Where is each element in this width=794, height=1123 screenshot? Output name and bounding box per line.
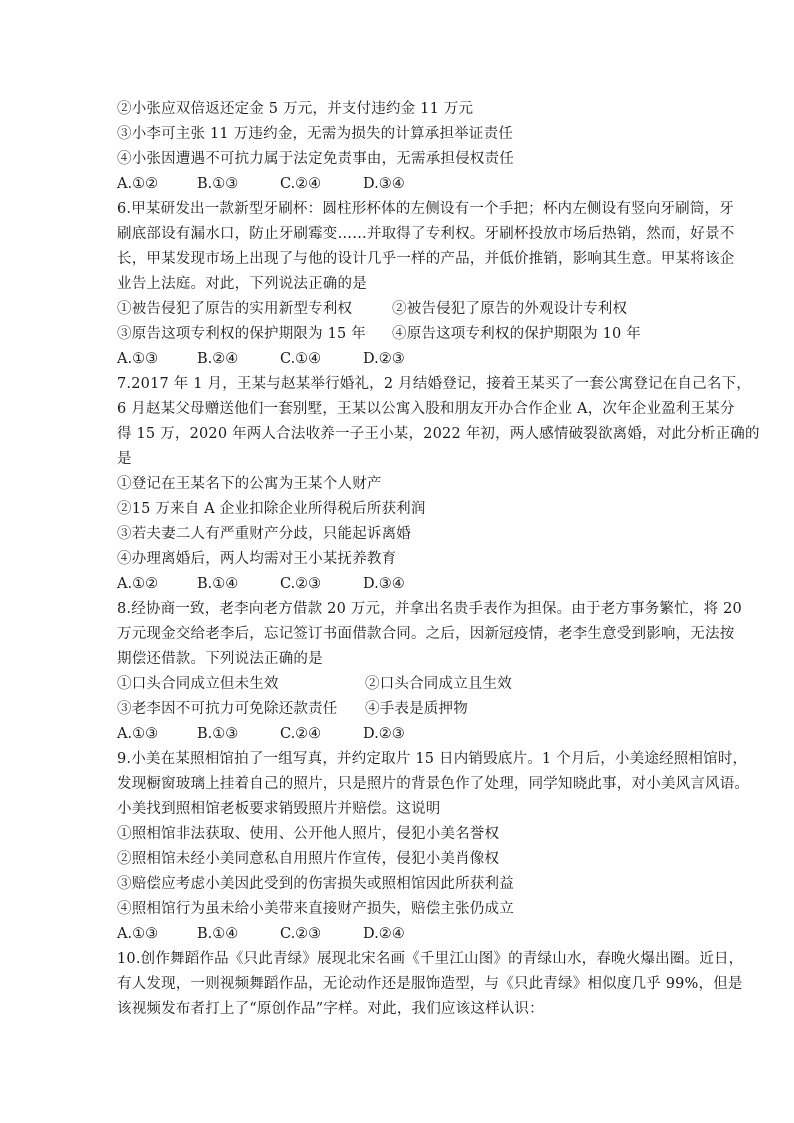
- q6-stem-line-4: 业告上法庭。对此，下列说法正确的是: [117, 276, 367, 292]
- q5-option-c: C.②④: [280, 176, 322, 192]
- q7-stem-line-2: 6 月赵某父母赠送他们一套别墅，王某以公寓入股和朋友开办合作企业 A，次年企业盈利王某分: [117, 401, 735, 417]
- q5-option-a: A.①②: [117, 176, 159, 192]
- q6-option-c: C.①④: [280, 351, 322, 367]
- q7-option-d: D.③④: [363, 576, 405, 592]
- q7-stem-line-1: 7.2017 年 1 月，王某与赵某举行婚礼，2 月结婚登记，接着王某买了一套公寓登记在自己名下，: [117, 376, 751, 392]
- q7-item-2: ②15 万来自 A 企业扣除企业所得税后所获利润: [117, 501, 426, 517]
- q9-item-1: ①照相馆非法获取、使用、公开他人照片，侵犯小美名誉权: [117, 826, 500, 842]
- q7-item-4: ④办理离婚后，两人均需对王小某抚养教育: [117, 551, 397, 567]
- q5-option-d: D.③④: [363, 176, 405, 192]
- q6-stem-line-2: 刷底部设有漏水口，防止牙刷霉变……并取得了专利权。牙刷杯投放市场后热销，然而，好景不: [117, 226, 735, 242]
- q9-item-3: ③赔偿应考虑小美因此受到的伤害损失或照相馆因此所获利益: [117, 876, 514, 892]
- q6-item-4: ④原告这项专利权的保护期限为 10 年: [392, 326, 641, 342]
- q9-stem-line-2: 发现橱窗玻璃上挂着自己的照片，只是照片的背景色作了处理，同学知晓此事，对小美风言风语。: [117, 776, 750, 792]
- q8-stem-line-1: 8.经协商一致，老李向老方借款 20 万元，并拿出名贵手表作为担保。由于老方事务繁忙，将 20: [117, 601, 742, 617]
- q9-item-2: ②照相馆未经小美同意私自用照片作宣传，侵犯小美肖像权: [117, 851, 500, 867]
- q10-stem-line-1: 10.创作舞蹈作品《只此青绿》展现北宋名画《千里江山图》的青绿山水，春晚火爆出圈。近日，: [117, 951, 744, 967]
- q9-option-c: C.②③: [280, 926, 322, 942]
- q9-stem-line-1: 9.小美在某照相馆拍了一组写真，并约定取片 15 日内销毁底片。1 个月后，小美途经照相馆时，: [117, 751, 748, 767]
- q7-stem-line-3: 得 15 万，2020 年两人合法收养一子王小某，2022 年初，两人感情破裂欲离婚，对此分析正确的: [117, 426, 760, 442]
- q5-option-b: B.①③: [197, 176, 239, 192]
- q6-option-d: D.②③: [363, 351, 405, 367]
- q5-item-2: ②小张应双倍返还定金 5 万元，并支付违约金 11 万元: [117, 101, 474, 117]
- q7-option-c: C.②③: [280, 576, 322, 592]
- q10-stem-line-3: 该视频发布者打上了“原创作品”字样。对此，我们应该这样认识：: [117, 1001, 544, 1017]
- q7-item-3: ③若夫妻二人有严重财产分歧，只能起诉离婚: [117, 526, 411, 542]
- q5-item-4: ④小张因遭遇不可抗力属于法定免责事由，无需承担侵权责任: [117, 151, 514, 167]
- q9-option-a: A.①③: [117, 926, 159, 942]
- q8-stem-line-3: 期偿还借款。下列说法正确的是: [117, 651, 323, 667]
- q8-option-a: A.①③: [117, 726, 159, 742]
- q8-item-1: ①口头合同成立但未生效: [117, 676, 279, 692]
- q9-option-d: D.②④: [363, 926, 405, 942]
- q10-stem-line-2: 有人发现，一则视频舞蹈作品，无论动作还是服饰造型，与《只此青绿》相似度几乎 99%，但是: [117, 976, 743, 992]
- q6-option-a: A.①③: [117, 351, 159, 367]
- q9-stem-line-3: 小美找到照相馆老板要求销毁照片并赔偿。这说明: [117, 801, 441, 817]
- q6-item-3: ③原告这项专利权的保护期限为 15 年: [117, 326, 366, 342]
- q7-stem-line-4: 是: [117, 451, 132, 467]
- q8-option-d: D.②③: [363, 726, 405, 742]
- q5-item-3: ③小李可主张 11 万违约金，无需为损失的计算承担举证责任: [117, 126, 513, 142]
- q7-item-1: ①登记在王某名下的公寓为王某个人财产: [117, 476, 382, 492]
- q8-item-4: ④手表是质押物: [365, 701, 468, 717]
- q6-option-b: B.②④: [197, 351, 239, 367]
- q8-item-2: ②口头合同成立且生效: [365, 676, 512, 692]
- q8-option-b: B.①③: [197, 726, 239, 742]
- q6-item-1: ①被告侵犯了原告的实用新型专利权: [117, 301, 353, 317]
- q7-option-b: B.①④: [197, 576, 239, 592]
- q8-item-3: ③老李因不可抗力可免除还款责任: [117, 701, 338, 717]
- q9-item-4: ④照相馆行为虽未给小美带来直接财产损失，赔偿主张仍成立: [117, 901, 514, 917]
- q7-option-a: A.①②: [117, 576, 159, 592]
- q8-stem-line-2: 万元现金交给老李后，忘记签订书面借款合同。之后，因新冠疫情，老李生意受到影响，无法按: [117, 626, 735, 642]
- q6-stem-line-1: 6.甲某研发出一款新型牙刷杯：圆柱形杯体的左侧设有一个手把；杯内左侧设有竖向牙刷筒，牙: [117, 201, 734, 217]
- q6-item-2: ②被告侵犯了原告的外观设计专利权: [392, 301, 628, 317]
- q6-stem-line-3: 长，甲某发现市场上出现了与他的设计几乎一样的产品，并低价推销，影响其生意。甲某将该企: [117, 251, 735, 267]
- q9-option-b: B.①④: [197, 926, 239, 942]
- q8-option-c: C.②④: [280, 726, 322, 742]
